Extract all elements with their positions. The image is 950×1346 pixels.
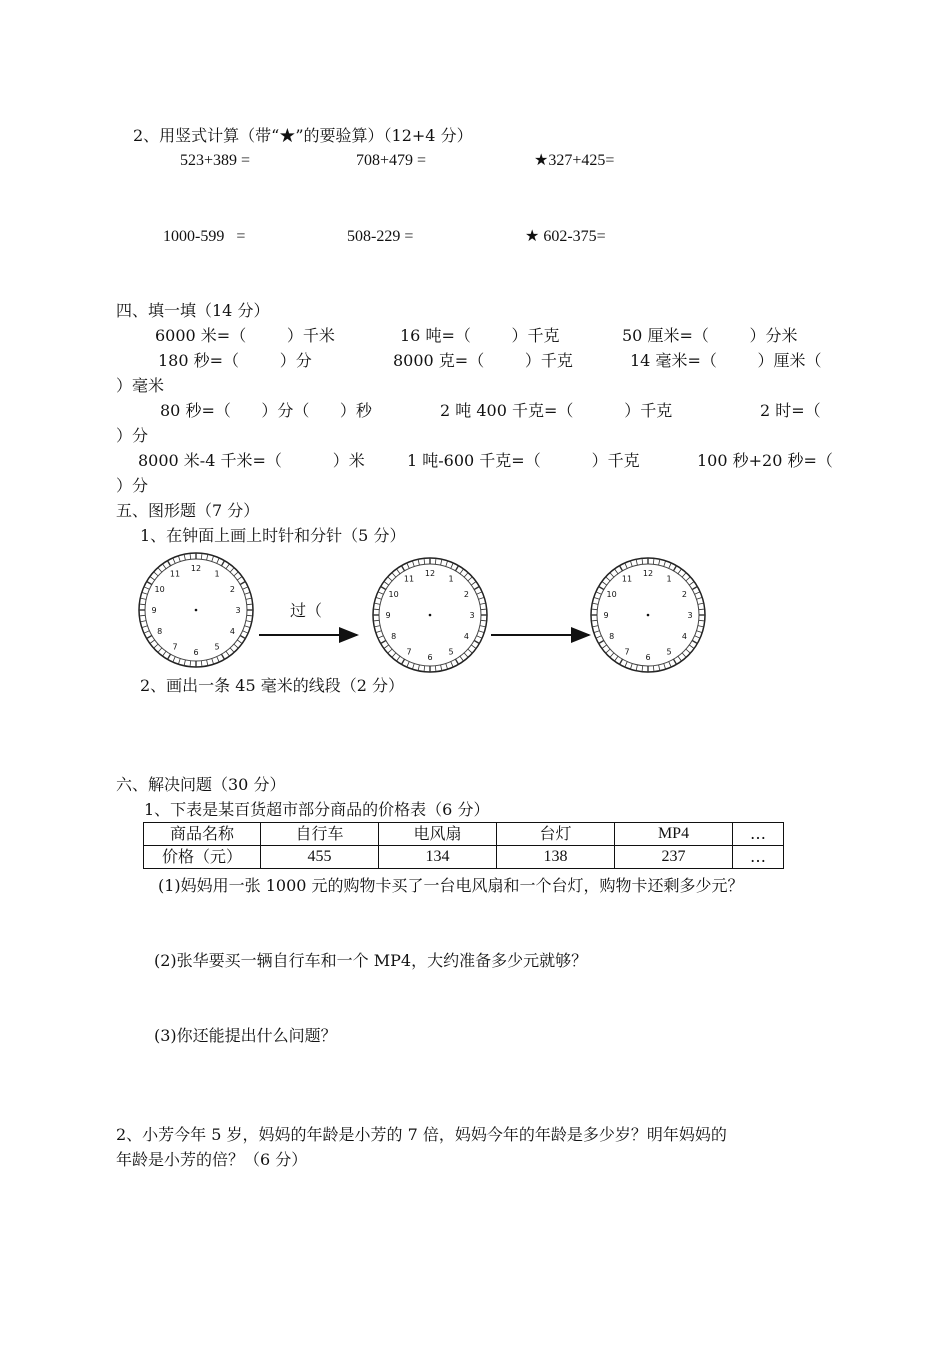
clock-tick: [664, 664, 666, 670]
clock-tick: [424, 558, 425, 564]
clock-tick: [479, 631, 485, 633]
clock-tick: [477, 636, 482, 638]
clock-tick: [212, 659, 214, 665]
clock-number: 12: [642, 569, 654, 578]
clock-number: 9: [385, 611, 391, 620]
clock-number: 7: [624, 647, 630, 657]
fill-item: 14 毫米=（ ）厘米（: [630, 351, 822, 370]
clock-face[interactable]: [139, 553, 253, 667]
clock-tick: [384, 645, 389, 649]
shapes-q1: 1、在钟面上画上时针和分针（5 分）: [140, 526, 406, 545]
clock-number: 1: [666, 574, 672, 584]
clock-tick: [699, 620, 705, 621]
clock-tick: [243, 631, 248, 633]
shapes-q2: 2、画出一条 45 毫米的线段（2 分）: [140, 676, 404, 695]
clock-tick: [245, 592, 251, 594]
clock-number: 10: [606, 590, 617, 599]
clock-tick: [150, 640, 155, 644]
clock-tick: [594, 597, 600, 599]
clock-number: 11: [621, 574, 633, 584]
fill-item: 2 吨 400 千克=（ ）千克: [440, 401, 673, 420]
clock-tick: [402, 659, 405, 664]
fill-wrap: ）毫米: [116, 376, 165, 395]
fill-heading: 四、填一填（14 分）: [116, 301, 270, 320]
clock-tick: [620, 659, 623, 664]
calc-problem: 523+389 =: [180, 152, 251, 169]
table-cell: 455: [261, 846, 379, 869]
clock-tick: [222, 561, 225, 566]
clock-tick: [374, 626, 380, 627]
problems-q2: 年龄是小芳的倍？（6 分）: [116, 1150, 308, 1169]
table-cell: 138: [497, 846, 615, 869]
clock-number: 7: [406, 647, 412, 657]
clock-tick: [659, 559, 660, 565]
clock-tick: [396, 569, 400, 574]
clock-number: 4: [229, 627, 235, 636]
clock-face[interactable]: [591, 558, 705, 672]
clock-number: 11: [169, 569, 181, 579]
fill-item: 8000 克=（ ）千克: [393, 351, 573, 370]
clock-tick: [234, 644, 238, 648]
clock-tick: [388, 577, 392, 581]
clock-tick: [245, 626, 251, 628]
clock-tick: [451, 563, 453, 568]
clock-tick: [674, 659, 677, 664]
table-cell: 价格（元）: [144, 846, 261, 869]
clock-number: 2: [229, 585, 235, 594]
clock-tick: [217, 657, 219, 662]
clock-tick: [230, 648, 234, 652]
clock-tick: [378, 636, 383, 638]
clock-tick: [178, 556, 180, 562]
clock-tick: [664, 561, 666, 567]
clock-tick: [435, 558, 436, 564]
clock-tick: [237, 640, 242, 644]
fill-item: 50 厘米=（ ）分米: [622, 326, 798, 345]
clock-number: 5: [666, 647, 672, 657]
clock-tick: [240, 582, 245, 585]
clock-tick: [474, 641, 479, 644]
arrow-label: 过（: [290, 601, 323, 620]
clock-tick: [173, 657, 175, 662]
clock-tick: [477, 592, 482, 594]
table-cell: 自行车: [261, 823, 379, 846]
clock-tick: [162, 564, 166, 569]
table-cell: 台灯: [497, 823, 615, 846]
clock-tick: [381, 641, 386, 644]
table-row: [144, 846, 784, 869]
table-row: [144, 823, 784, 846]
clock-tick: [599, 587, 604, 590]
clock-tick: [240, 636, 245, 639]
clock-tick: [237, 576, 242, 580]
clock-tick: [154, 644, 158, 648]
clock-tick: [374, 603, 380, 604]
clock-number: 10: [388, 590, 399, 599]
clock-number: 11: [403, 574, 415, 584]
clock-tick: [659, 665, 660, 671]
clock-tick: [247, 615, 253, 616]
clock-tick: [140, 598, 146, 599]
clock-tick: [686, 649, 690, 653]
clock-center: [429, 614, 432, 617]
clock-tick: [699, 609, 705, 610]
fill-item: 180 秒=（ ）分: [158, 351, 312, 370]
clock-tick: [184, 660, 185, 666]
clock-tick: [689, 645, 694, 649]
fill-item: 6000 米=（ ）千米: [155, 326, 335, 345]
clock-tick: [142, 626, 148, 628]
calc-problem: 708+479 =: [356, 152, 427, 169]
clock-number: 12: [190, 564, 202, 573]
clock-tick: [602, 581, 607, 585]
clock-tick: [697, 597, 703, 599]
clock-tick: [147, 582, 152, 585]
clock-tick: [412, 664, 414, 670]
clock-tick: [471, 581, 476, 585]
clock-tick: [653, 558, 654, 564]
clock-number: 9: [151, 606, 157, 615]
clock-tick: [456, 566, 459, 571]
clock-tick: [246, 598, 252, 599]
clock-tick: [471, 645, 476, 649]
clock-tick: [247, 604, 253, 605]
clock-number: 10: [154, 585, 165, 594]
fill-item: 16 吨=（ ）千克: [400, 326, 560, 345]
clock-tick: [407, 662, 409, 667]
fill-item: 80 秒=（ ）分（ ）秒: [160, 401, 372, 420]
clock-tick: [456, 659, 459, 664]
clock-tick: [446, 664, 448, 670]
clock-tick: [591, 609, 597, 610]
clock-number: 8: [391, 632, 397, 641]
clock-tick: [226, 564, 230, 569]
clock-center: [647, 614, 650, 617]
clock-tick: [614, 569, 618, 574]
clock-tick: [418, 559, 419, 565]
clock-tick: [695, 636, 700, 638]
clock-number: 3: [469, 611, 475, 620]
clock-tick: [697, 631, 703, 633]
table-cell: 电风扇: [379, 823, 497, 846]
clock-tick: [480, 603, 486, 604]
calc-heading: 2、用竖式计算（带“★”的要验算）（12+4 分）: [133, 126, 473, 145]
clock-tick: [642, 666, 643, 672]
fill-item: 1 吨-600 千克=（ ）千克: [407, 451, 640, 470]
clock-tick: [207, 554, 208, 560]
clock-tick: [376, 631, 382, 633]
clock-tick: [451, 662, 453, 667]
clock-number: 4: [463, 632, 469, 641]
clock-number: 6: [193, 648, 199, 657]
clock-tick: [162, 651, 166, 656]
clock-tick: [592, 626, 598, 627]
clock-tick: [139, 604, 145, 605]
clock-tick: [412, 561, 414, 567]
clock-number: 1: [448, 574, 454, 584]
clock-tick: [144, 587, 149, 589]
clock-tick: [158, 568, 162, 572]
problems-q2: 2、小芳今年 5 岁，妈妈的年龄是小芳的 7 倍，妈妈今年的年龄是多少岁？明年妈妈的: [116, 1125, 727, 1144]
clock-tick: [614, 656, 618, 661]
clock-tick: [606, 577, 610, 581]
clock-number: 3: [235, 606, 241, 615]
clock-tick: [678, 656, 682, 661]
clock-tick: [594, 631, 600, 633]
clock-tick: [698, 603, 704, 604]
clock-number: 4: [681, 632, 687, 641]
clock-tick: [460, 569, 464, 574]
clock-tick: [592, 603, 598, 604]
clock-tick: [441, 665, 442, 671]
price-table: [143, 822, 784, 869]
clock-tick: [234, 572, 238, 576]
clock-tick: [689, 581, 694, 585]
clock-tick: [201, 553, 202, 559]
clock-tick: [474, 587, 479, 590]
clock-face[interactable]: [373, 558, 487, 672]
clock-tick: [636, 559, 637, 565]
clock-tick: [596, 636, 601, 638]
clock-tick: [388, 649, 392, 653]
clock-tick: [625, 662, 627, 667]
table-cell: MP4: [615, 823, 733, 846]
clock-tick: [695, 592, 700, 594]
clock-tick: [378, 592, 383, 594]
clock-tick: [669, 563, 671, 568]
clock-number: 7: [172, 642, 178, 652]
clock-number: 6: [645, 653, 651, 662]
fill-wrap: ）分: [116, 426, 149, 445]
clock-tick: [591, 620, 597, 621]
clock-tick: [630, 561, 632, 567]
clock-tick: [154, 572, 158, 576]
clock-tick: [418, 665, 419, 671]
clock-number: 12: [424, 569, 436, 578]
clock-tick: [610, 653, 614, 657]
clock-tick: [630, 664, 632, 670]
problems-heading: 六、解决问题（30 分）: [116, 775, 286, 794]
clock-tick: [686, 577, 690, 581]
clock-tick: [201, 661, 202, 667]
clock-number: 2: [463, 590, 469, 599]
clock-tick: [464, 573, 468, 577]
problems-q1: 1、下表是某百货超市部分商品的价格表（6 分）: [144, 800, 490, 819]
clock-tick: [446, 561, 448, 567]
clock-tick: [464, 653, 468, 657]
clock-tick: [381, 587, 386, 590]
clock-tick: [190, 553, 191, 559]
clock-tick: [173, 558, 175, 563]
clock-number: 1: [214, 569, 220, 579]
fill-wrap: ）分: [116, 476, 149, 495]
clock-tick: [190, 661, 191, 667]
calc-problem: ★327+425=: [534, 152, 615, 169]
clock-tick: [468, 649, 472, 653]
clock-tick: [376, 597, 382, 599]
clock-tick: [407, 563, 409, 568]
clock-tick: [424, 666, 425, 672]
problems-s2: (2)张华要买一辆自行车和一个 MP4，大约准备多少元就够？: [154, 951, 588, 970]
table-cell: …: [733, 846, 784, 869]
shapes-heading: 五、图形题（7 分）: [116, 501, 260, 520]
clock-tick: [674, 566, 677, 571]
clock-tick: [692, 587, 697, 590]
clock-number: 5: [214, 642, 220, 652]
clock-number: 5: [448, 647, 454, 657]
clock-tick: [392, 653, 396, 657]
clock-tick: [642, 558, 643, 564]
clock-number: 8: [609, 632, 615, 641]
clock-tick: [441, 559, 442, 565]
clock-tick: [678, 569, 682, 574]
clock-number: 9: [603, 611, 609, 620]
clock-tick: [168, 561, 171, 566]
clock-tick: [698, 626, 704, 627]
clock-tick: [243, 587, 248, 589]
clock-tick: [460, 656, 464, 661]
table-cell: 商品名称: [144, 823, 261, 846]
table-cell: 134: [379, 846, 497, 869]
fill-item: 100 秒+20 秒=（: [697, 451, 833, 470]
clock-tick: [230, 568, 234, 572]
clock-tick: [625, 563, 627, 568]
clock-tick: [481, 620, 487, 621]
clock-tick: [222, 654, 225, 659]
fill-item: 2 时=（: [760, 401, 821, 420]
clock-number: 2: [681, 590, 687, 599]
problems-s3: (3)你还能提出什么问题？: [154, 1026, 337, 1045]
clock-tick: [140, 621, 146, 622]
problems-s1: (1)妈妈用一张 1000 元的购物卡买了一台电风扇和一个台灯，购物卡还剩多少元？: [158, 876, 744, 895]
clock-tick: [168, 654, 171, 659]
calc-problem: ★ 602-375=: [525, 228, 606, 245]
clock-tick: [373, 620, 379, 621]
clock-tick: [217, 558, 219, 563]
clock-tick: [620, 566, 623, 571]
clock-number: 6: [427, 653, 433, 662]
clock-tick: [396, 656, 400, 661]
clock-tick: [402, 566, 405, 571]
clock-center: [195, 609, 198, 612]
clock-tick: [692, 641, 697, 644]
clock-tick: [606, 649, 610, 653]
clock-tick: [150, 576, 155, 580]
fill-item: 8000 米-4 千米=（ ）米: [138, 451, 365, 470]
clock-tick: [602, 645, 607, 649]
calc-problem: 1000-599 =: [163, 228, 246, 245]
clock-tick: [158, 648, 162, 652]
clock-tick: [682, 573, 686, 577]
clock-tick: [373, 609, 379, 610]
clock-tick: [479, 597, 485, 599]
clock-tick: [392, 573, 396, 577]
clock-tick: [682, 653, 686, 657]
clock-tick: [142, 592, 148, 594]
clock-tick: [599, 641, 604, 644]
table-cell: 237: [615, 846, 733, 869]
clock-tick: [144, 631, 149, 633]
clock-tick: [596, 592, 601, 594]
clock-tick: [212, 556, 214, 562]
clock-number: 8: [157, 627, 163, 636]
clock-tick: [246, 621, 252, 622]
clock-tick: [184, 554, 185, 560]
table-cell: …: [733, 823, 784, 846]
clock-tick: [653, 666, 654, 672]
clock-tick: [226, 651, 230, 656]
calc-problem: 508-229 =: [347, 228, 414, 245]
clock-tick: [435, 666, 436, 672]
clock-tick: [147, 636, 152, 639]
clock-tick: [468, 577, 472, 581]
clock-tick: [178, 659, 180, 665]
clock-tick: [610, 573, 614, 577]
clock-tick: [481, 609, 487, 610]
clock-tick: [480, 626, 486, 627]
clock-tick: [139, 615, 145, 616]
clock-tick: [207, 660, 208, 666]
clock-number: 3: [687, 611, 693, 620]
clock-tick: [669, 662, 671, 667]
clock-tick: [636, 665, 637, 671]
clock-tick: [384, 581, 389, 585]
